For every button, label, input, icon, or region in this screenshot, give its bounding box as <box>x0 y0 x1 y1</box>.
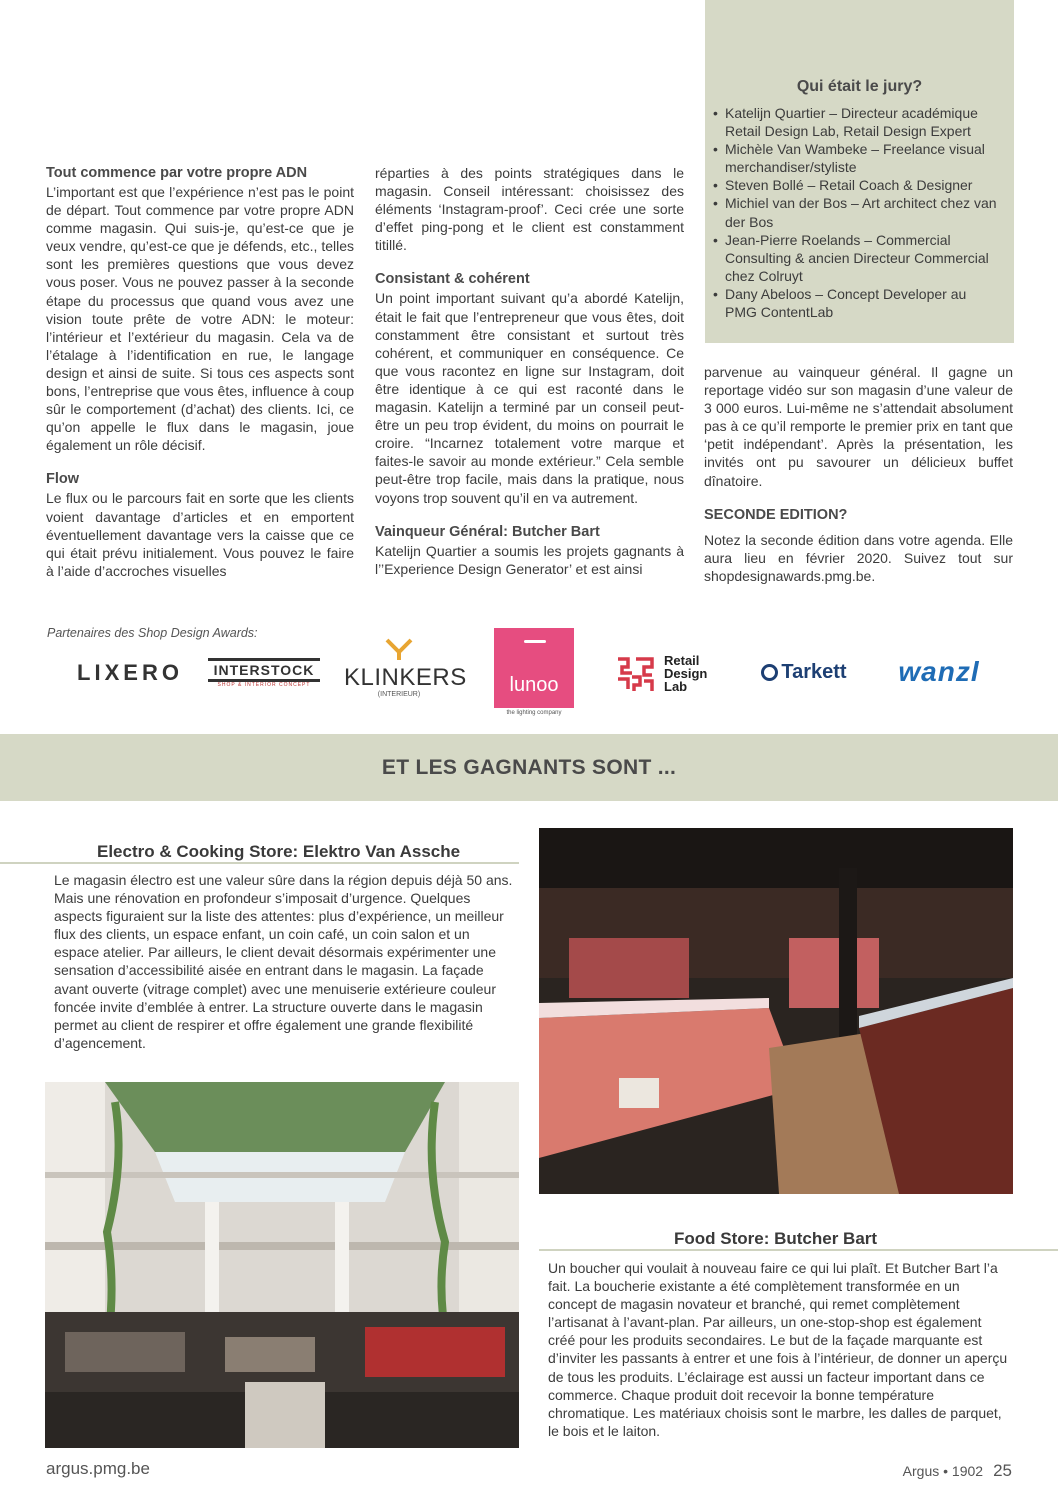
article-column-2 <box>375 164 684 594</box>
tarkett-logo: Tarkett <box>748 656 860 688</box>
winners-banner <box>0 734 1058 801</box>
lunoo-bar-icon <box>524 640 546 643</box>
electro-title: Electro & Cooking Store: Elektro Van Assche <box>97 842 461 861</box>
heading-flow: Flow <box>46 471 80 488</box>
jury-item: • Jean-Pierre Roelands – Commercial Consulting & ancien Directeur Commercial chez Colruyt <box>713 231 1000 285</box>
jury-item: • Michèle Van Wambeke – Freelance visual merchandiser/styliste <box>713 140 1000 176</box>
interstock-logo: INTERSTOCK SHOP & INTERIOR CONCEPT <box>208 658 320 690</box>
jury-item: • Dany Abeloos – Concept Developer au PMG ContentLab <box>713 285 1000 321</box>
paragraph-seconde-edition: Notez la seconde édition dans votre agenda. Elle aura lieu en février 2020. Suivez tout sur shopdesignawards.pmg.be. <box>704 531 1013 584</box>
electro-store-photo <box>45 1082 519 1448</box>
footer-issue <box>903 1461 1012 1481</box>
lixero-logo: LIXERO <box>77 660 183 685</box>
food-text: Un boucher qui voulait à nouveau faire ce qui lui plaît. Et Butcher Bart l’a fait. La boucherie existante a été complètement transformée en un concept de magasin novateur et branché, qui remet complètement l’artisanat à l’avant-plan. Par ailleurs, un one-stop-shop est également créé pour les produits secondaires. Le but de la façade marquante est d’inviter les passants à entrer et une fois à l’intérieur, de donner un aperçu de tous les produits. L’éclairage est aussi un facteur important dans ce commerce. Chaque produit doit recevoir la bonne température chromatique. Les matériaux choisis sont le marbre, les dalles de parquet, le bois et le laiton. <box>548 1260 1008 1439</box>
jury-title: Qui était le jury? <box>796 78 923 95</box>
paragraph-winner: parvenue au vainqueur général. Il gagne un reportage vidéo sur son magasin d’une valeur de 3 000 euros. Lui-même ne s’attendait absolument pas à ce qu’il remporte le premier prix en tant que ‘petit indépendant’. Après la présentation, les invités ont pu savourer un délicieux buffet dînatoire. <box>704 364 1013 489</box>
jury-list <box>705 104 1014 321</box>
paragraph-vainqueur: Katelijn Quartier a soumis les projets gagnants à l’’Experience Design Generator’ et est ainsi <box>375 542 684 577</box>
electro-text: Le magasin électro est une valeur sûre dans la région depuis déjà 50 ans. Mais une rénovation en profondeur s’imposait d’urgence. Quelques aspects figuraient sur la liste des attentes: plus d’expérience, un meilleur flux des clients, un espace enfant, un coin café, un coin salon et un espace atelier. Par ailleurs, le client devait désormais expérimenter une sensation d’accessibilité aisée en entrant dans le magasin. La façade avant ouverte (vitrage complet) avec une menuiserie extérieure couleur foncée invite d’emblée à entrer. La structure ouverte dans le magasin permet au client de respirer et offre également une grande flexibilité d’agencement. <box>54 872 513 1051</box>
jury-box <box>705 0 1014 343</box>
issue-label: Argus • 1902 <box>902 1463 984 1479</box>
winners-banner-title: ET LES GAGNANTS SONT ... <box>381 755 677 779</box>
paragraph-flow: Le flux ou le parcours fait en sorte que les clients voient davantage d’articles et en emportent éventuellement davantage vers la caisse que ce qui était prévu initialement. Vous pouvez le faire à l’aide d’accroches visuelles <box>46 490 354 579</box>
article-column-3 <box>704 363 1013 601</box>
page-number: 25 <box>993 1461 1012 1480</box>
partners-label: Partenaires des Shop Design Awards: <box>47 626 258 640</box>
electro-rule <box>0 862 519 864</box>
article-column-1 <box>46 164 354 596</box>
jury-item: • Michiel van der Bos – Art architect chez van der Bos <box>713 194 1000 230</box>
lunoo-logo: lunoo the lighting company <box>494 628 574 718</box>
klinkers-k-icon <box>384 638 414 660</box>
heading-seconde-edition: SECONDE EDITION? <box>704 506 848 523</box>
paragraph-consistant: Un point important suivant qu’a abordé Katelijn, était le fait que l’entrepreneur que vous êtes, doit constamment être consistant et surtout très cohérent, et communiquer en conséquence. Ce que vous racontez en ligne sur Instagram, doit être identique à ce qui est raconté dans le magasin. Katelijn a terminé par un conseil peut-être un peu trop évident, du moins on pourrait le croire. “Incarnez totalement votre marque et faites-le savoir au monde extérieur.” Cela semble peut-être trop facile, mais dans la pratique, nous voyons trop souvent qu’il en va autrement. <box>375 290 684 506</box>
retail-design-lab-icon <box>614 653 658 693</box>
tarkett-circle-icon <box>761 664 778 681</box>
jury-item: • Katelijn Quartier – Directeur académique Retail Design Lab, Retail Design Expert <box>713 104 1000 140</box>
retail-design-lab-logo: Retail Design Lab <box>614 651 726 695</box>
food-rule <box>539 1249 1058 1251</box>
wanzl-logo: wanzl <box>898 656 980 687</box>
jury-item: • Steven Bollé – Retail Coach & Designer <box>713 176 1000 194</box>
food-title: Food Store: Butcher Bart <box>674 1229 878 1248</box>
paragraph-continued: réparties à des points stratégiques dans le magasin. Conseil intéressant: choisissez des éléments ‘Instagram-proof’. Ceci crée une sorte d’effet ping-pong et le client est constamment titillé. <box>375 165 684 254</box>
heading-vainqueur: Vainqueur Général: Butcher Bart <box>375 523 600 540</box>
footer-url[interactable]: argus.pmg.be <box>46 1459 150 1478</box>
butcher-store-photo <box>539 828 1013 1194</box>
paragraph-adn: L’important est que l’expérience n’est pas le point de départ. Tout commence par votre propre ADN comme magasin. Qui suis-je, qu’est-ce que je veux vendre, qu’est-ce que je défends, etc., telles sont les premières questions que vous devez vous poser. Vous ne pouvez passer à la seconde étape du processus que quand vous avez une vision toute prête de votre ADN: le moteur: l’intérieur et l’extérieur du magasin. Cela va de l’étalage à l’identification en rue, le langage design et ainsi de suite. Si tous ces aspects sont bons, l’entreprise que vous êtes, influence à coup sûr le comportement (d’achat) des clients. Ici, ce qu’on appelle le flux dans le magasin, joue également un rôle décisif. <box>46 184 354 454</box>
heading-adn: Tout commence par votre propre ADN <box>46 165 308 181</box>
heading-consistant: Consistant & cohérent <box>375 271 530 288</box>
klinkers-logo: KLINKERS (INTERIEUR) <box>344 638 454 708</box>
